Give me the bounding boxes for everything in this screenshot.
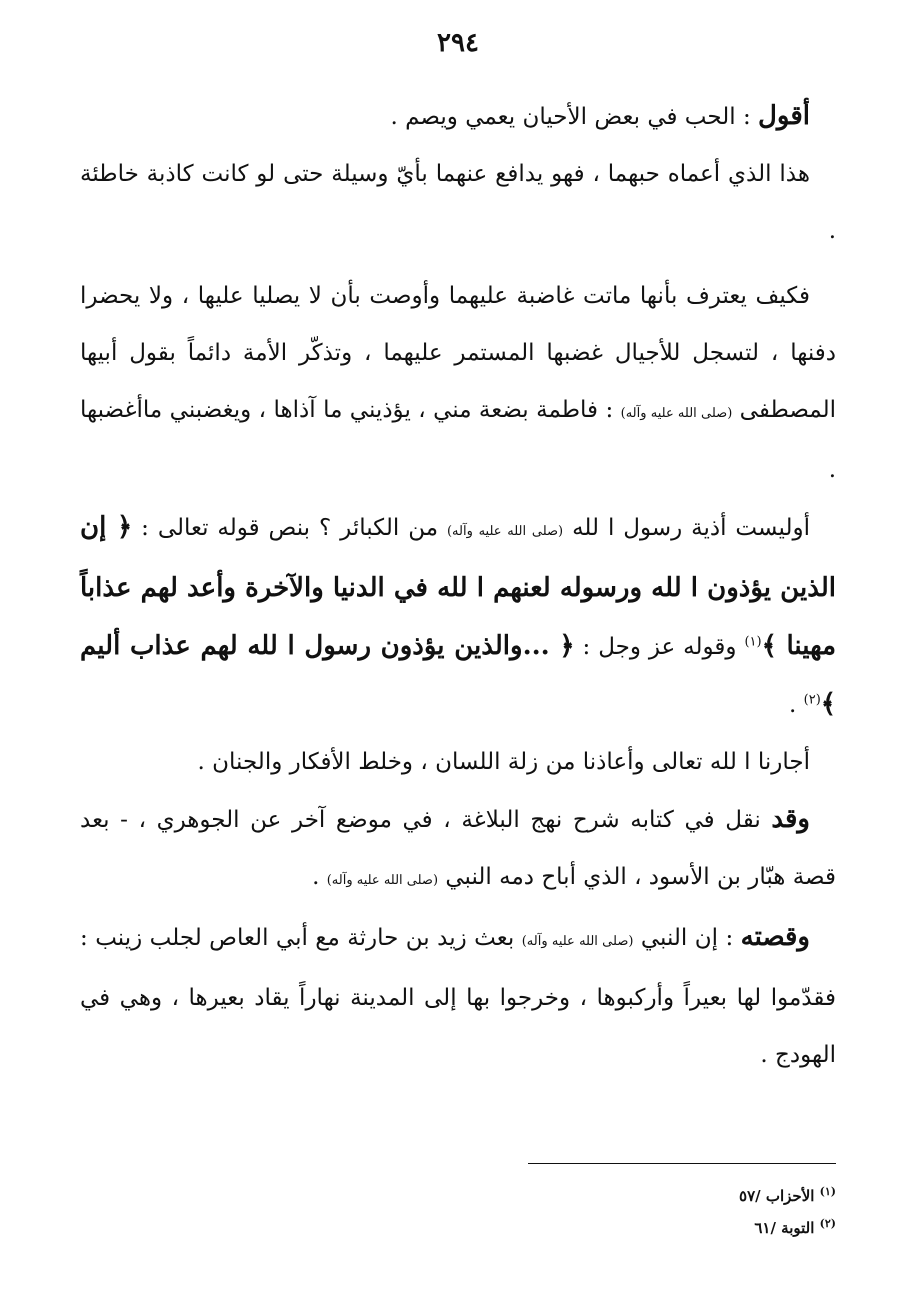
paragraph-6-lead: وقد — [771, 804, 810, 834]
paragraph-5-text: أجارنا ا لله تعالى وأعاذنا من زلة اللسان ، وخلط الأفكار والجنان . — [197, 749, 810, 775]
paragraph-6-text-a: نقل في كتابه شرح نهج البلاغة ، في موضع آخر عن الجوهري ، - بعد قصة هبّار بن الأسود ، الذي أباح دمه النبي — [80, 807, 836, 890]
paragraph-1-lead: أقول — [758, 101, 810, 131]
paragraph-3 — [80, 268, 836, 499]
quran-verse-2: ...والذين يؤذون رسول ا لله لهم عذاب أليم — [80, 631, 560, 661]
paragraph-4 — [80, 499, 836, 734]
honorific-salutation: (صلى الله عليه وآله) — [446, 524, 564, 539]
honorific-salutation: (صلى الله عليه وآله) — [620, 406, 733, 421]
footnote-1 — [560, 1180, 836, 1212]
paragraph-6 — [80, 791, 836, 909]
paragraph-6-text-b: . — [312, 864, 327, 890]
paragraph-1 — [80, 88, 836, 146]
paragraph-7 — [80, 909, 836, 1084]
honorific-salutation: (صلى الله عليه وآله) — [521, 934, 634, 949]
quran-verse-1: إن الذين يؤذون ا لله ورسوله لعنهم ا لله في الدنيا والآخرة وأعد لهم عذاباً مهينا — [80, 512, 836, 661]
paragraph-7-lead: وقصته — [740, 922, 810, 952]
footnote-divider — [528, 1163, 836, 1164]
footnote-1-number: (١) — [819, 1185, 836, 1198]
page-number: ٢٩٤ — [437, 28, 479, 58]
paragraph-7-text-a: : إن النبي — [633, 925, 741, 951]
footnotes — [560, 1180, 836, 1244]
honorific-salutation: (صلى الله عليه وآله) — [326, 873, 439, 888]
paragraph-2 — [80, 146, 836, 260]
paragraph-4-text-c: وقوله عز وجل : — [574, 634, 745, 660]
paragraph-5 — [80, 734, 836, 791]
footnote-2 — [560, 1212, 836, 1244]
quran-close-bracket: ﴾ — [820, 689, 836, 719]
paragraph-4-text-a: أوليست أذية رسول ا لله — [563, 515, 810, 541]
quran-close-bracket: ﴾ — [761, 631, 777, 661]
footnote-1-text: الأحزاب /٥٧ — [739, 1187, 820, 1205]
paragraph-7-text-b: بعث زيد بن حارثة مع أبي العاص لجلب زينب : فقدّموا لها بعيراً وأركبوها ، وخرجوا بها إلى المدينة نهاراً يقاد بعيرها ، وهي في الهودج . — [80, 925, 836, 1068]
paragraph-4-text-b: من الكبائر ؟ بنص قوله تعالى : — [132, 515, 447, 541]
footnote-ref-1: (١) — [744, 634, 762, 650]
paragraph-1-text: : الحب في بعض الأحيان يعمي ويصم . — [390, 104, 759, 130]
paragraph-4-text-d: . — [789, 692, 804, 718]
quran-open-bracket: ﴿ — [116, 512, 133, 542]
footnote-2-number: (٢) — [819, 1217, 836, 1230]
paragraph-2-text: هذا الذي أعماه حبهما ، فهو يدافع عنهما بأيّ وسيلة حتى لو كانت كاذبة خاطئة . — [80, 161, 836, 244]
quran-open-bracket: ﴿ — [559, 631, 575, 661]
paragraph-3-text-b: : فاطمة بضعة مني ، يؤذيني ما آذاها ، ويغضبني ماأغضبها . — [80, 397, 836, 483]
footnote-2-text: التوبة /٦١ — [754, 1219, 820, 1237]
main-text — [80, 88, 836, 1084]
footnote-ref-2: (٢) — [803, 692, 821, 708]
paragraph-3-text-a: فكيف يعترف بأنها ماتت غاضبة عليهما وأوصت بأن لا يصليا عليها ، ولا يحضرا دفنها ، لتسجل للأجيال غضبها المستمر عليهما ، وتذكّر الأمة دائماً بقول أبيها المصطفى — [80, 283, 836, 423]
